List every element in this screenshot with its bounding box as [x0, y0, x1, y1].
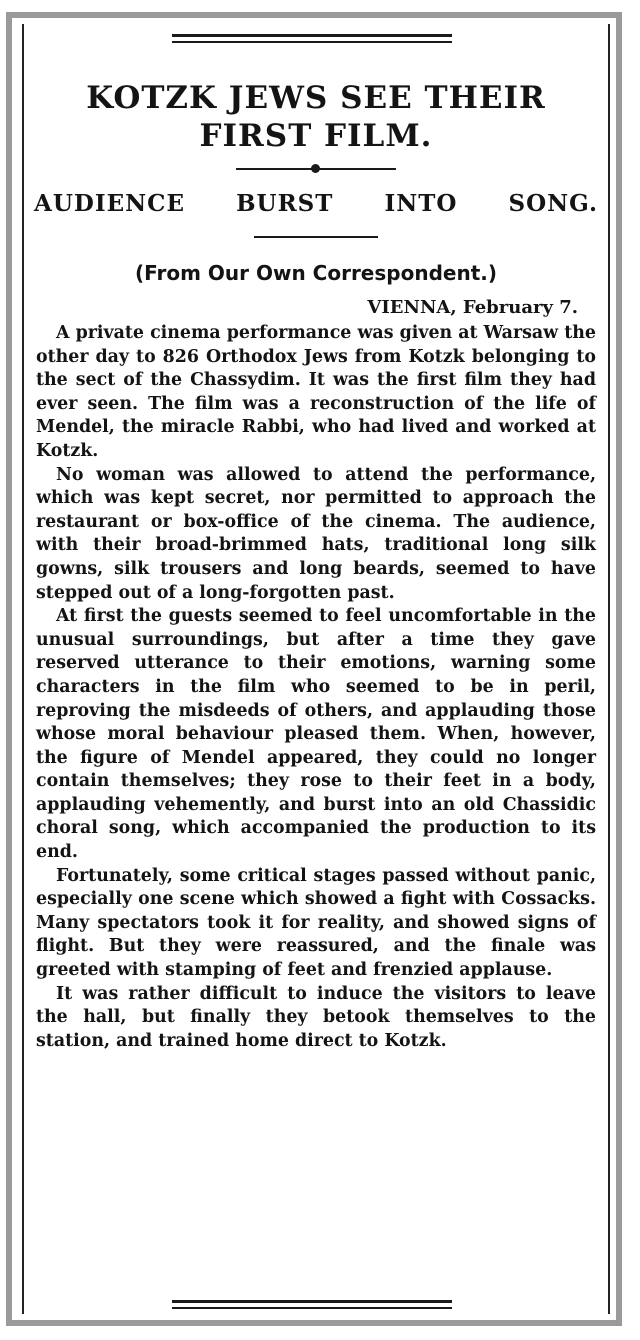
bottom-double-rule	[172, 1300, 452, 1309]
newspaper-clipping	[22, 24, 610, 1314]
subheadline: AUDIENCE BURST INTO SONG.	[34, 190, 598, 217]
paragraph-1: A private cinema performance was given at Warsaw the other day to 826 Orthodox Jews from Kotzk belonging to the sect of the Chassydim. It was the first film they had ever seen. The film was a reconstruction of the life of Mendel, the miracle Rabbi, who had lived and worked at Kotzk.	[36, 323, 596, 461]
subhead-divider-rule	[254, 236, 378, 238]
paragraph-5: It was rather difficult to induce the visitors to leave the hall, but finally they betook themselves to the station, and trained home direct to Kotzk.	[36, 983, 596, 1051]
dateline: VIENNA, February 7.	[367, 297, 578, 318]
headline-line-1: KOTZK JEWS SEE THEIR	[86, 80, 546, 116]
paragraph-3: At first the guests seemed to feel uncomfortable in the unusual surroundings, but after a time they gave reserved utterance to their emotions, warning some characters in the film who seemed to be in peril, reproving the misdeeds of others, and applauding those whose moral behaviour pleased them. When, however, the figure of Mendel appeared, they could no longer contain themselves; they rose to their feet in a body, applauding vehemently, and burst into an old Chassidic choral song, which accompanied the production to its end.	[36, 606, 596, 863]
byline: (From Our Own Correspondent.)	[134, 261, 497, 285]
paragraph-2: No woman was allowed to attend the performance, which was kept secret, nor permitted to approach the restaurant or box-office of the cinema. The audience, with their broad-brimmed hats, traditional long silk gowns, silk trousers and long beards, seemed to have stepped out of a long-forgotten past.	[36, 464, 596, 603]
headline-divider-dot	[311, 164, 320, 173]
clipping-frame	[6, 12, 622, 1326]
headline-line-2: FIRST FILM.	[199, 118, 433, 154]
article-body	[36, 322, 596, 1053]
top-double-rule	[172, 34, 452, 43]
paragraph-4: Fortunately, some critical stages passed without panic, especially one scene which showed a fight with Cossacks. Many spectators took it for reality, and showed signs of flight. But they were reassured, and the finale was greeted with stamping of feet and frenzied applause.	[36, 865, 596, 981]
